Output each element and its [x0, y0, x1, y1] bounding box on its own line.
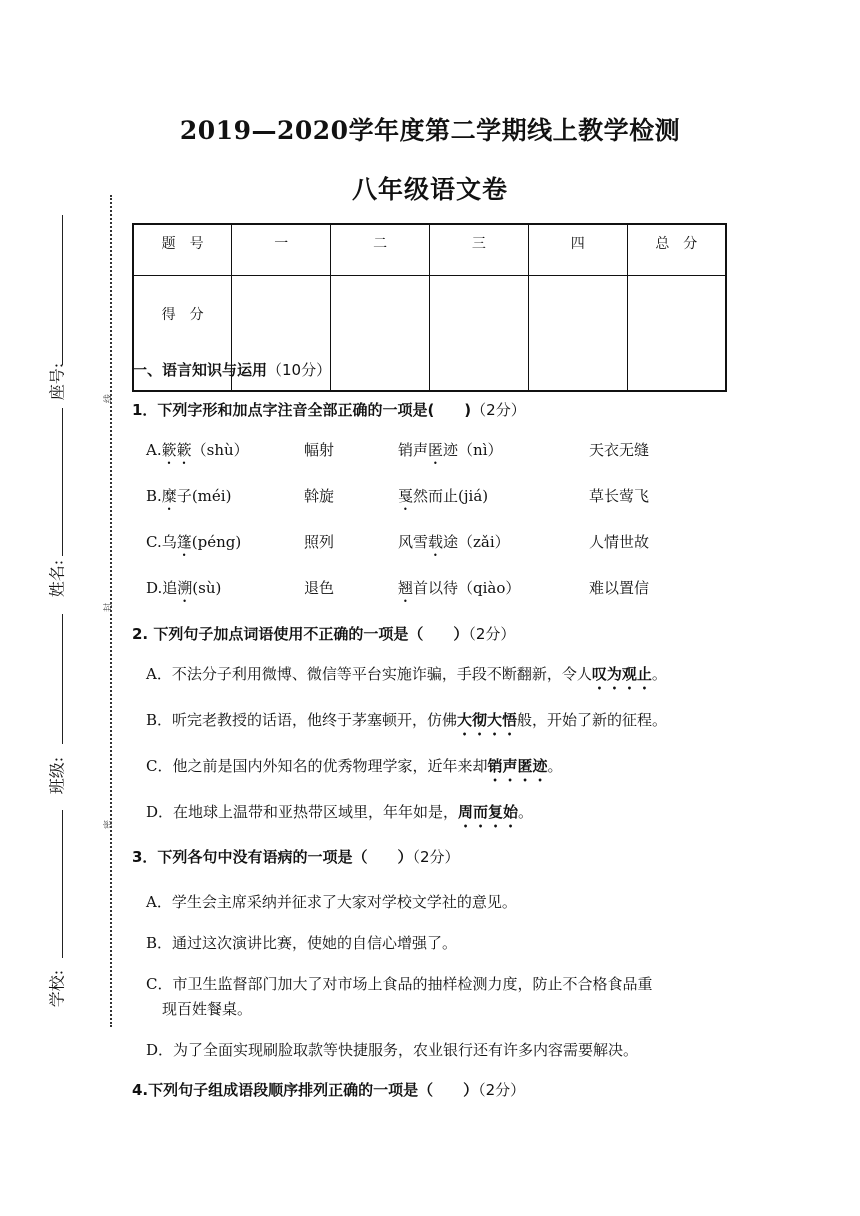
section-points: （10分） — [267, 361, 332, 379]
dotted-word: 销声匿迹 — [487, 757, 548, 775]
dotted-char: 糜 — [161, 487, 177, 505]
q2-points: （2分） — [468, 625, 516, 643]
dotted-char: 篷 — [176, 533, 192, 551]
q3-option-d: D．为了全面实现刷脸取款等快捷服务，农业银行还有许多内容需要解决。 — [146, 1041, 639, 1059]
question-4-stem — [132, 1079, 525, 1100]
q1-option-a-word4: 天衣无缝 — [589, 441, 650, 459]
q1-option-d-word2: 退色 — [304, 579, 335, 597]
option-prefix: C. — [146, 533, 162, 551]
q2-option-a — [146, 663, 667, 693]
word-part: 首以待（qiào） — [413, 579, 521, 597]
q1-stem-text: 1．下列字形和加点字注音全部正确的一项是( ) — [132, 401, 472, 419]
score-cell[interactable] — [429, 276, 528, 392]
row-label-cell: 得 分 — [133, 276, 232, 392]
word-part: 迹（nì） — [443, 441, 503, 459]
q1-option-b-word3 — [398, 485, 488, 514]
q1-option-a-word2: 幅射 — [304, 441, 335, 459]
pinyin: (péng) — [191, 533, 242, 551]
q3-option-b: B．通过这次演讲比赛，使她的自信心增强了。 — [146, 934, 458, 952]
q1-points: （2分） — [471, 401, 526, 419]
q1-option-b-word2: 斡旋 — [304, 487, 335, 505]
q1-option-a-word1 — [146, 439, 249, 468]
pinyin: (sù) — [192, 579, 222, 597]
word-part: 风雪 — [398, 533, 429, 551]
option-text: D．在地球上温带和亚热带区域里，年年如是， — [146, 803, 459, 821]
dotted-word: 叹为观止 — [591, 665, 652, 683]
q2-stem-text: 2. 下列句子加点词语使用不正确的一项是（ ） — [132, 625, 469, 643]
q3-option-a: A．学生会主席采纳并征求了大家对学校文学社的意见。 — [146, 893, 517, 911]
binding-mark-line: 线 — [104, 393, 115, 404]
school-label: 学校: — [47, 969, 67, 1008]
q2-option-c — [146, 755, 563, 785]
seat-label: 座号: — [47, 362, 67, 401]
pinyin: 子(méi) — [176, 487, 232, 505]
score-table-header-row — [133, 224, 726, 276]
option-text: A．不法分子利用微博、微信等平台实施诈骗，手段不断翻新，令人 — [146, 665, 592, 683]
q1-option-d-word1 — [146, 577, 221, 606]
word-part: 乌 — [161, 533, 177, 551]
dotted-char: 匿 — [428, 441, 444, 459]
dotted-char: 翘 — [398, 579, 414, 597]
question-2-stem — [132, 623, 515, 644]
name-label: 姓名: — [47, 559, 67, 598]
binding-mark-secret: 密 — [104, 819, 115, 830]
school-line — [62, 810, 63, 958]
header-cell: 三 — [429, 224, 528, 276]
exam-subtitle: 八年级语文卷 — [351, 175, 508, 204]
dotted-word: 大彻大悟 — [457, 711, 518, 729]
question-1-stem — [132, 399, 526, 420]
dotted-char: 戛 — [398, 487, 414, 505]
score-cell[interactable] — [528, 276, 627, 392]
q1-option-c-word1 — [146, 531, 241, 560]
q1-option-b-word4: 草长莺飞 — [589, 487, 650, 505]
q3-option-c-line2: 现百姓餐桌。 — [162, 1000, 253, 1018]
q2-option-d — [146, 801, 533, 831]
option-text: B．听完老教授的话语，他终于茅塞顿开，仿佛 — [146, 711, 458, 729]
q1-option-b-word1 — [146, 485, 231, 514]
option-end: 。 — [651, 665, 667, 683]
header-cell: 一 — [232, 224, 331, 276]
option-end: 。 — [518, 803, 534, 821]
score-cell[interactable] — [627, 276, 726, 392]
word-part: 追 — [162, 579, 178, 597]
option-end: 。 — [547, 757, 563, 775]
word-part: 途（zǎi） — [443, 533, 510, 551]
option-prefix: A. — [146, 441, 162, 459]
exam-title: 2019—2020学年度第二学期线上教学检测 — [179, 116, 681, 145]
q4-points: （2分） — [478, 1081, 526, 1099]
dotted-char: 溯 — [177, 579, 193, 597]
question-3-stem — [132, 846, 460, 867]
header-cell: 题 号 — [133, 224, 232, 276]
q1-option-d-word3 — [398, 577, 520, 606]
word-part: 然而止(jiá) — [413, 487, 489, 505]
q1-option-c-word2: 照列 — [304, 533, 335, 551]
dotted-char: 载 — [428, 533, 444, 551]
score-cell[interactable] — [331, 276, 430, 392]
dotted-word: 周而复始 — [458, 803, 519, 821]
q1-option-a-word3 — [398, 439, 503, 468]
option-end: 般，开始了新的征程。 — [517, 711, 668, 729]
q4-stem-text: 4.下列句子组成语段顺序排列正确的一项是（ ） — [132, 1081, 479, 1099]
section-title: 一、语言知识与运用 — [132, 361, 268, 379]
q3-stem-text: 3．下列各句中没有语病的一项是（ ） — [132, 848, 413, 866]
binding-mark-seal: 封 — [104, 602, 115, 613]
header-cell: 总 分 — [627, 224, 726, 276]
header-cell: 二 — [331, 224, 430, 276]
class-line — [62, 614, 63, 744]
q1-option-c-word4: 人情世故 — [589, 533, 650, 551]
option-prefix: B. — [146, 487, 162, 505]
option-text: C．他之前是国内外知名的优秀物理学家，近年来却 — [146, 757, 488, 775]
section-heading — [132, 359, 331, 380]
class-label: 班级: — [47, 756, 67, 795]
q1-option-c-word3 — [398, 531, 510, 560]
name-line — [62, 408, 63, 556]
q1-option-d-word4: 难以置信 — [589, 579, 650, 597]
word-part: 销声 — [398, 441, 429, 459]
q2-option-b — [146, 709, 667, 739]
dotted-char: 簌簌 — [161, 441, 192, 459]
q3-points: （2分） — [412, 848, 460, 866]
header-cell: 四 — [528, 224, 627, 276]
pinyin: （shù） — [191, 441, 249, 459]
seat-line — [62, 215, 63, 365]
option-prefix: D. — [146, 579, 163, 597]
q3-option-c-line1: C．市卫生监督部门加大了对市场上食品的抽样检测力度，防止不合格食品重 — [146, 975, 653, 993]
